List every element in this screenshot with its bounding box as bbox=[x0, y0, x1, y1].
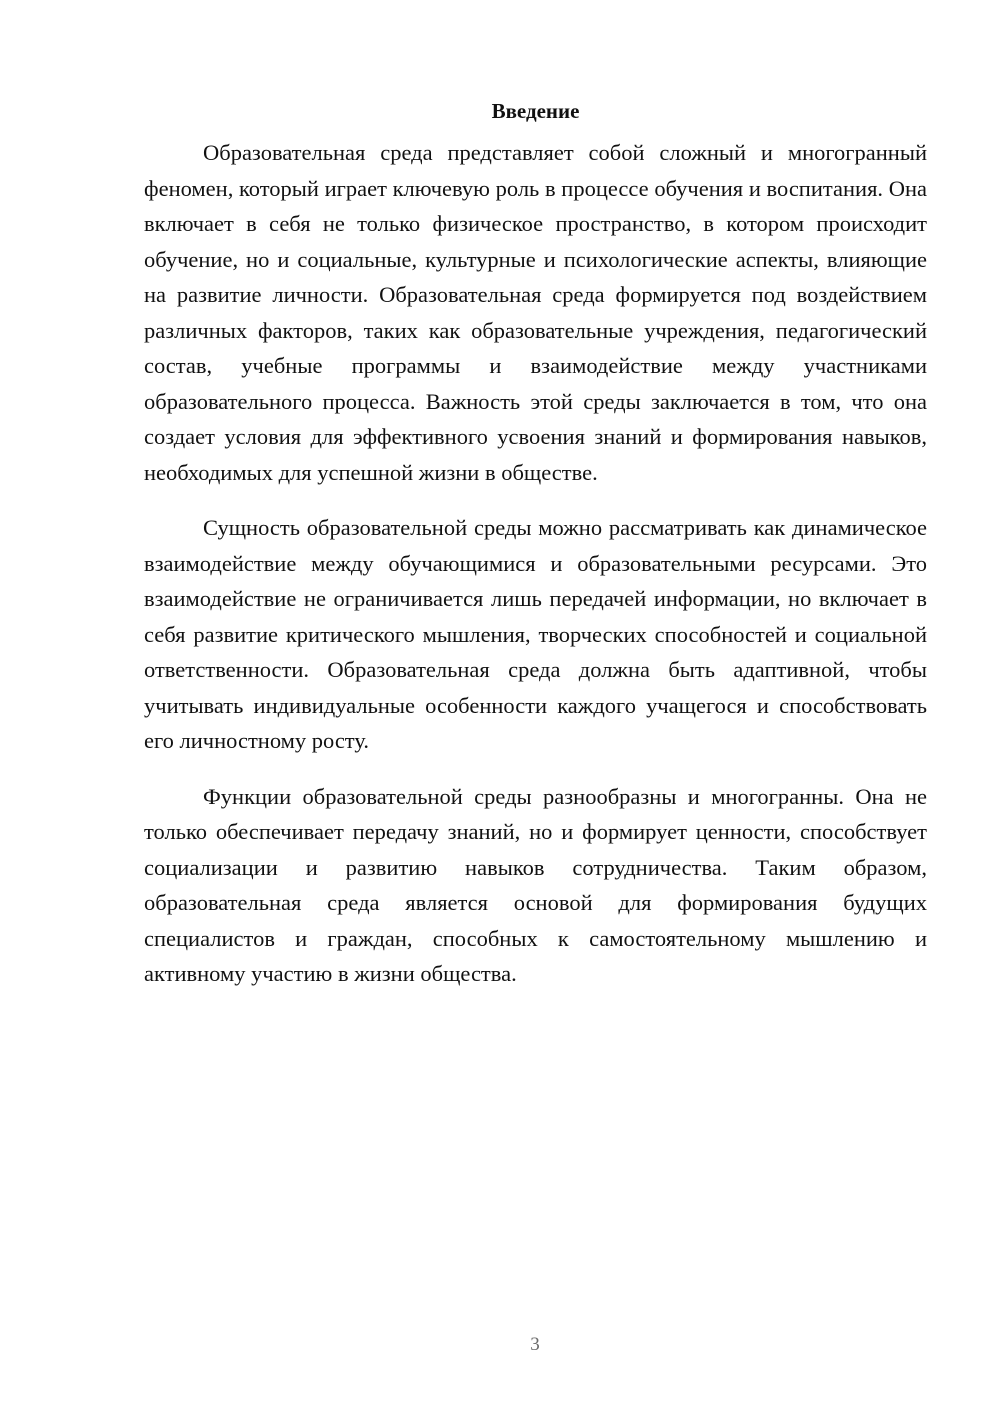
paragraph-2: Сущность образовательной среды можно рассматривать как динамическое взаимодействие между обучающимися и образовательными ресурсами. Это взаимодействие не ограничивается лишь передачей информации, но включает в себя развитие критического мышления, творческих способностей и социальной ответственности. Образовательная среда должна быть адаптивной, чтобы учитывать индивидуальные особенности каждого учащегося и способствовать его личностному росту. bbox=[144, 515, 927, 753]
section-title: Введение bbox=[491, 99, 580, 123]
page-number: 3 bbox=[530, 1334, 540, 1355]
paragraph-1: Образовательная среда представляет собой сложный и многогранный феномен, который играет ключевую роль в процессе обучения и воспитания. Она включает в себя не только физическое пространство, в котором происходит обучение, но и социальные, культурные и психологические аспекты, влияющие на развитие личности. Образовательная среда формируется под воздействием различных факторов, таких как образовательные учреждения, педагогический состав, учебные программы и взаимодействие между участниками образовательного процесса. Важность этой среды заключается в том, что она создает условия для эффективного усвоения знаний и формирования навыков, необходимых для успешной жизни в обществе. bbox=[144, 140, 927, 485]
paragraph-3: Функции образовательной среды разнообразны и многогранны. Она не только обеспечивает передачу знаний, но и формирует ценности, способствует социализации и развитию навыков сотрудничества. Таким образом, образовательная среда является основой для формирования будущих специалистов и граждан, способных к самостоятельному мышлению и активному участию в жизни общества. bbox=[144, 783, 927, 986]
page-content bbox=[144, 96, 927, 1012]
